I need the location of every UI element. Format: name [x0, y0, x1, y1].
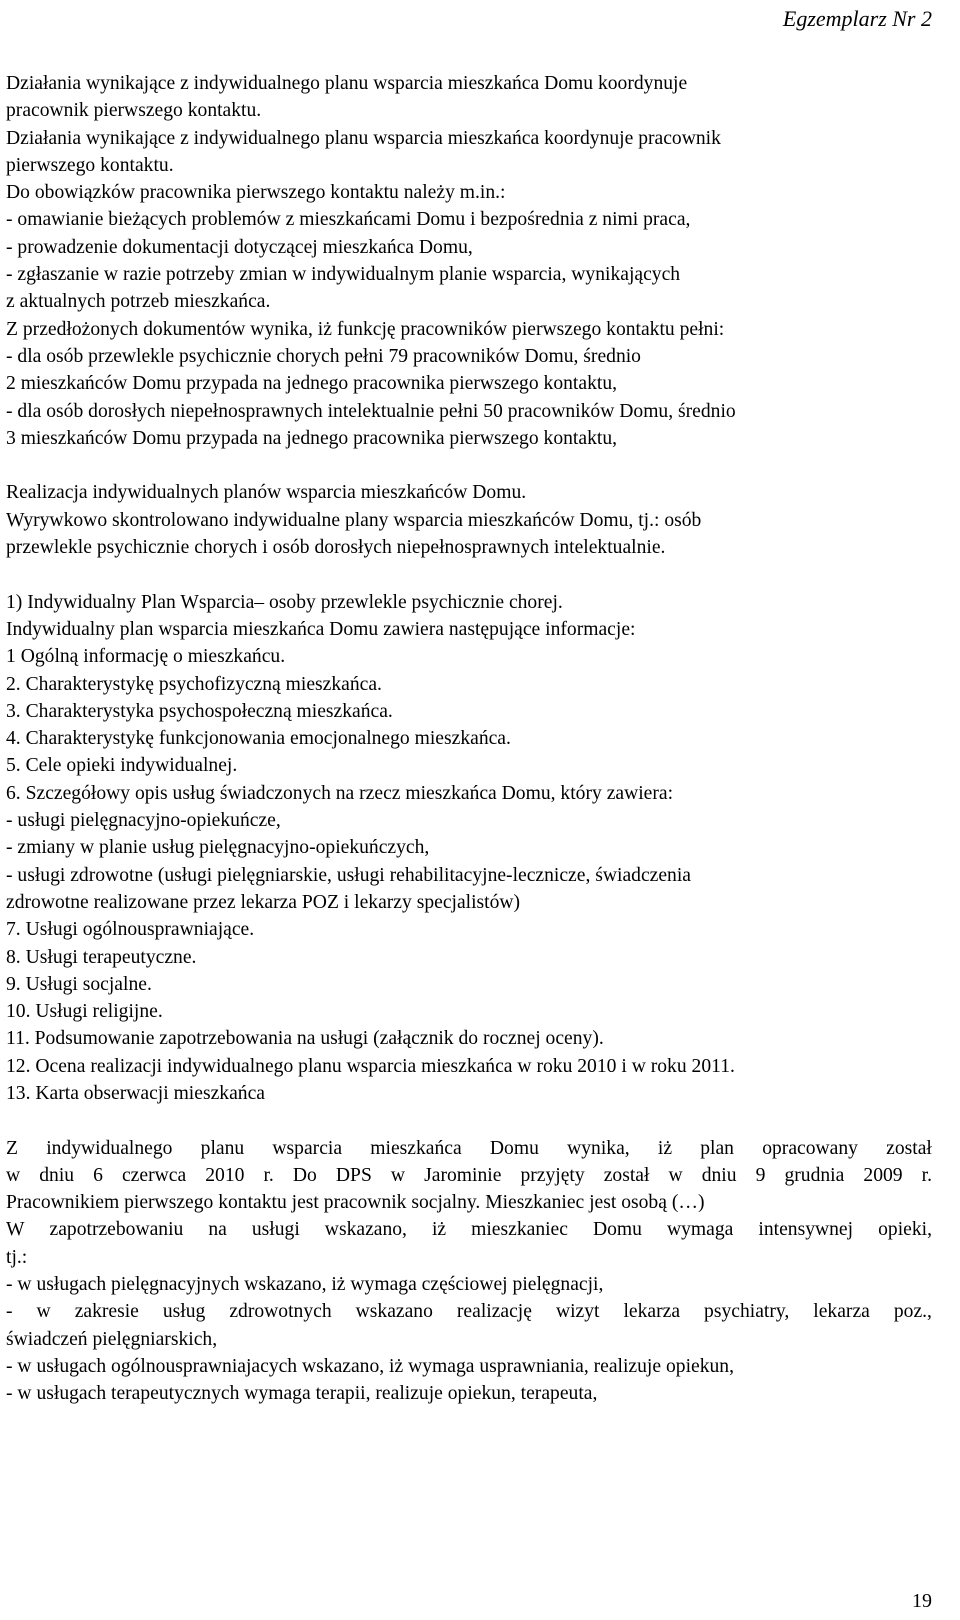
word: czerwca	[121, 1164, 187, 1186]
bullet-line: - zmiany w planie usług pielęgnacyjno-opiekuńczych,	[6, 837, 430, 859]
spacer	[6, 452, 932, 479]
paragraph-line: Wyrywkowo skontrolowano indywidualne plany wsparcia mieszkańców Domu, tj.: osób	[6, 509, 702, 531]
list-item: 7. Usługi ogólnousprawniające.	[6, 919, 255, 941]
list-item: 6. Szczegółowy opis usług świadczonych na rzecz mieszkańca Domu, który zawiera:	[6, 782, 674, 804]
list-item: 1 Ogólną informację o mieszkańcu.	[6, 646, 286, 668]
word: wizyt	[555, 1301, 600, 1323]
list-item: 10. Usługi religijne.	[6, 1001, 163, 1023]
bullet-line: 3 mieszkańców Domu przypada na jednego pracownika pierwszego kontaktu,	[6, 427, 618, 449]
word: indywidualnego	[46, 1137, 173, 1159]
word: wskazano,	[324, 1219, 407, 1241]
spacer	[6, 561, 932, 588]
bullet-line: zdrowotne realizowane przez lekarza POZ i lekarzy specjalistów)	[6, 891, 521, 913]
list-item: 11. Podsumowanie zapotrzebowania na usługi (załącznik do rocznej oceny).	[6, 1028, 604, 1050]
bullet-line: - omawianie bieżących problemów z mieszkańcami Domu i bezpośrednia z nimi praca,	[6, 209, 691, 231]
word: zapotrzebowaniu	[49, 1219, 184, 1241]
word: w	[390, 1164, 406, 1186]
word: planu	[200, 1137, 245, 1159]
word: grudnia	[784, 1164, 845, 1186]
word: r.	[263, 1164, 274, 1186]
word: W	[6, 1219, 25, 1241]
list-item: 2. Charakterystykę psychofizyczną mieszkańca.	[6, 673, 382, 695]
paragraph-line: Pracownikiem pierwszego kontaktu jest pracownik socjalny. Mieszkaniec jest osobą (…)	[6, 1192, 705, 1214]
word: -	[6, 1301, 13, 1323]
document-body	[6, 70, 932, 1408]
list-item: 3. Charakterystyka psychospołeczną mieszkańca.	[6, 700, 393, 722]
word: iż	[657, 1137, 673, 1159]
word: intensywnej	[758, 1219, 854, 1241]
paragraph-line: świadczeń pielęgniarskich,	[6, 1328, 218, 1350]
word: 2009	[863, 1164, 903, 1186]
word: lekarza	[813, 1301, 870, 1323]
paragraph-line: przewlekle psychicznie chorych i osób dorosłych niepełnosprawnych intelektualnie.	[6, 537, 666, 559]
bullet-line: - w usługach pielęgnacyjnych wskazano, iż wymaga częściowej pielęgnacji,	[6, 1274, 604, 1296]
bullet-line: - usługi zdrowotne (usługi pielęgniarskie, usługi rehabilitacyjne-lecznicze, świadczenia	[6, 864, 691, 886]
word: mieszkańca	[370, 1137, 462, 1159]
paragraph-line: pracownik pierwszego kontaktu.	[6, 100, 262, 122]
bullet-line: - w usługach ogólnousprawniajacych wskazano, iż wymaga usprawniania, realizuje opiekun,	[6, 1355, 734, 1377]
word: w	[6, 1164, 21, 1186]
word: Do	[292, 1164, 317, 1186]
word: mieszkaniec	[471, 1219, 568, 1241]
word: dniu	[39, 1164, 75, 1186]
section-heading: 1) Indywidualny Plan Wsparcia– osoby przewlekle psychicznie chorej.	[6, 591, 563, 613]
word: na	[208, 1219, 227, 1241]
list-item: 8. Usługi terapeutyczne.	[6, 946, 197, 968]
justified-line	[6, 1298, 932, 1325]
word: został	[603, 1164, 650, 1186]
word: Jarominie	[424, 1164, 502, 1186]
word: usługi	[251, 1219, 300, 1241]
bullet-line: z aktualnych potrzeb mieszkańca.	[6, 291, 271, 313]
word: wskazano	[355, 1301, 433, 1323]
word: przyjęty	[520, 1164, 585, 1186]
word: zakresie	[74, 1301, 139, 1323]
word: iż	[431, 1219, 447, 1241]
justified-line	[6, 1216, 932, 1243]
copy-number-header: Egzemplarz Nr 2	[782, 6, 932, 31]
list-item: 5. Cele opieki indywidualnej.	[6, 755, 238, 777]
bullet-line: - dla osób dorosłych niepełnosprawnych intelektualnie pełni 50 pracowników Domu, średnio	[6, 400, 736, 422]
word: realizację	[456, 1301, 532, 1323]
word: dniu	[701, 1164, 737, 1186]
bullet-line: - zgłaszanie w razie potrzeby zmian w indywidualnym planie wsparcia, wynikających	[6, 264, 681, 286]
word: opracowany	[762, 1137, 858, 1159]
word: 6	[93, 1164, 103, 1186]
word: wymaga	[666, 1219, 734, 1241]
word: usług	[162, 1301, 206, 1323]
justified-line	[6, 1135, 932, 1162]
paragraph-line: Indywidualny plan wsparcia mieszkańca Domu zawiera następujące informacje:	[6, 618, 636, 640]
word: wsparcia	[272, 1137, 343, 1159]
word: Domu	[592, 1219, 642, 1241]
paragraph-line: Do obowiązków pracownika pierwszego kontaktu należy m.in.:	[6, 182, 506, 204]
word: w	[668, 1164, 683, 1186]
spacer	[6, 1107, 932, 1134]
word: opieki,	[878, 1219, 932, 1241]
bullet-line: - dla osób przewlekle psychicznie chorych pełni 79 pracowników Domu, średnio	[6, 345, 641, 367]
paragraph-line: tj.:	[6, 1246, 28, 1268]
word: 2010	[205, 1164, 245, 1186]
word: został	[886, 1137, 932, 1159]
word: Domu	[489, 1137, 539, 1159]
word: 9	[755, 1164, 766, 1186]
word: zdrowotnych	[229, 1301, 332, 1323]
bullet-line: - usługi pielęgnacyjno-opiekuńcze,	[6, 810, 281, 832]
word: DPS	[335, 1164, 372, 1186]
list-item: 13. Karta obserwacji mieszkańca	[6, 1082, 265, 1104]
paragraph-line: pierwszego kontaktu.	[6, 154, 174, 176]
paragraph-line: Działania wynikające z indywidualnego planu wsparcia mieszkańca koordynuje pracownik	[6, 127, 721, 149]
page-number: 19	[912, 1590, 932, 1612]
word: poz.,	[893, 1301, 932, 1323]
word: plan	[700, 1137, 734, 1159]
paragraph-line: Z przedłożonych dokumentów wynika, iż funkcję pracowników pierwszego kontaktu pełni:	[6, 318, 725, 340]
word: lekarza	[623, 1301, 681, 1323]
word: wynika,	[567, 1137, 630, 1159]
word: Z	[6, 1137, 18, 1159]
list-item: 9. Usługi socjalne.	[6, 973, 152, 995]
bullet-line: 2 mieszkańców Domu przypada na jednego pracownika pierwszego kontaktu,	[6, 373, 618, 395]
bullet-line: - prowadzenie dokumentacji dotyczącej mieszkańca Domu,	[6, 236, 473, 258]
word: r.	[921, 1164, 932, 1186]
list-item: 4. Charakterystykę funkcjonowania emocjonalnego mieszkańca.	[6, 728, 511, 750]
bullet-line: - w usługach terapeutycznych wymaga terapii, realizuje opiekun, terapeuta,	[6, 1383, 598, 1405]
paragraph-line: Działania wynikające z indywidualnego planu wsparcia mieszkańca Domu koordynuje	[6, 73, 688, 94]
word: psychiatry,	[704, 1301, 790, 1323]
justified-line	[6, 1162, 932, 1189]
list-item: 12. Ocena realizacji indywidualnego planu wsparcia mieszkańca w roku 2010 i w roku 2011.	[6, 1055, 735, 1077]
word: w	[36, 1301, 51, 1323]
section-heading: Realizacja indywidualnych planów wsparcia mieszkańców Domu.	[6, 482, 527, 504]
